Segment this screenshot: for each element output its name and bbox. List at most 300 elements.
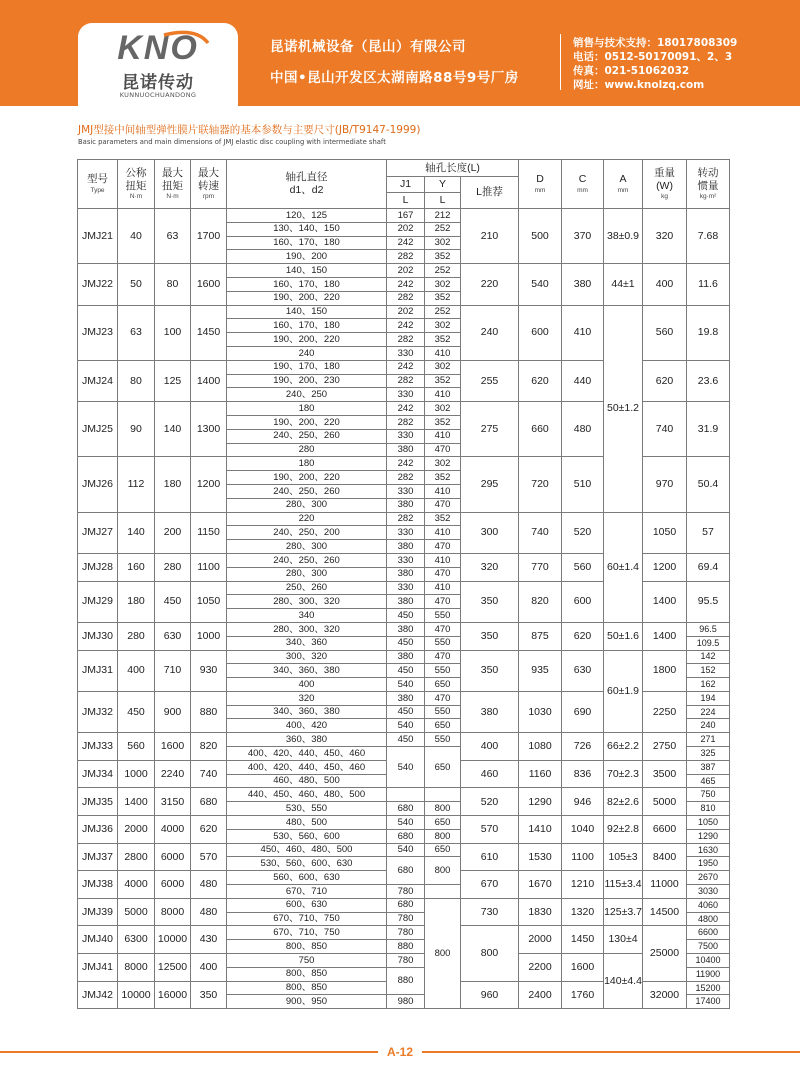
cell-weight: 11000 <box>643 871 687 899</box>
cell-model: JMJ23 <box>78 305 118 360</box>
cell-y: 410 <box>425 388 461 402</box>
table-row <box>78 305 730 319</box>
contact-label: 电话： <box>573 51 605 63</box>
cell-inertia: 3030 <box>687 885 730 899</box>
cell-inertia: 7.68 <box>687 209 730 264</box>
cell-inertia: 810 <box>687 802 730 816</box>
cell-model: JMJ24 <box>78 360 118 401</box>
cell-max-speed: 1300 <box>191 402 227 457</box>
cell-inertia: 96.5 <box>687 622 730 636</box>
cell-inertia: 387 <box>687 760 730 774</box>
cell-inertia: 15200 <box>687 981 730 995</box>
cell-l-recommended: 350 <box>461 650 519 691</box>
cell-y: 650 <box>425 678 461 692</box>
cell-model: JMJ30 <box>78 622 118 650</box>
cell-bore: 120、125 <box>227 209 387 223</box>
cell-torque: 8000 <box>118 954 155 982</box>
cell-a: 50±1.6 <box>604 622 643 650</box>
cell-weight: 400 <box>643 264 687 305</box>
cell-weight: 6600 <box>643 816 687 844</box>
cell-l-recommended: 730 <box>461 898 519 926</box>
table-row <box>78 843 730 857</box>
cell-l-recommended: 460 <box>461 760 519 788</box>
cell-max-speed: 350 <box>191 981 227 1009</box>
cell-a: 60±1.9 <box>604 650 643 733</box>
table-body <box>78 209 730 1009</box>
cell-inertia: 95.5 <box>687 581 730 622</box>
contact-line <box>573 35 737 50</box>
cell-inertia: 194 <box>687 691 730 705</box>
cell-d: 1830 <box>519 898 562 926</box>
cell-max-speed: 930 <box>191 650 227 691</box>
cell-weight: 1400 <box>643 622 687 650</box>
cell-weight: 2750 <box>643 733 687 761</box>
header-max-speed: 最大 转速 rpm <box>191 160 227 209</box>
cell-bore: 190、170、180 <box>227 360 387 374</box>
contact-label: 网址： <box>573 79 605 91</box>
cell-inertia: 11.6 <box>687 264 730 305</box>
cell-j1: 282 <box>387 471 425 485</box>
contact-line <box>573 63 689 78</box>
cell-l-recommended: 275 <box>461 402 519 457</box>
cell-model: JMJ28 <box>78 553 118 581</box>
cell-y: 470 <box>425 650 461 664</box>
cell-y: 550 <box>425 733 461 747</box>
cell-inertia: 69.4 <box>687 553 730 581</box>
cell-max-speed: 480 <box>191 871 227 899</box>
cell-j1: 780 <box>387 912 425 926</box>
cell-bore: 140、150 <box>227 264 387 278</box>
cell-bore: 900、950 <box>227 995 387 1009</box>
cell-y: 470 <box>425 498 461 512</box>
cell-j1: 330 <box>387 346 425 360</box>
cell-torque: 6300 <box>118 926 155 954</box>
cell-j1: 450 <box>387 664 425 678</box>
cell-torque: 10000 <box>118 981 155 1009</box>
cell-j1: 282 <box>387 512 425 526</box>
cell-max-torque: 10000 <box>155 926 191 954</box>
header-d: D mm <box>519 160 562 209</box>
cell-max-torque: 16000 <box>155 981 191 1009</box>
cell-max-speed: 570 <box>191 843 227 871</box>
cell-bore: 530、560、600、630 <box>227 857 387 871</box>
cell-torque: 40 <box>118 209 155 264</box>
cell-y: 470 <box>425 443 461 457</box>
cell-y: 470 <box>425 595 461 609</box>
table-row <box>78 650 730 664</box>
cell-c: 620 <box>562 622 604 650</box>
cell-l-recommended: 520 <box>461 788 519 816</box>
cell-weight: 5000 <box>643 788 687 816</box>
cell-j1: 202 <box>387 305 425 319</box>
header-max-torque: 最大 扭矩 N·m <box>155 160 191 209</box>
cell-l-recommended: 570 <box>461 816 519 844</box>
cell-bore: 670、710、750 <box>227 926 387 940</box>
cell-max-torque: 900 <box>155 691 191 732</box>
table-row <box>78 733 730 747</box>
cell-bore: 190、200、220 <box>227 471 387 485</box>
cell-j1: 380 <box>387 622 425 636</box>
cell-max-torque: 80 <box>155 264 191 305</box>
cell-y: 800 <box>425 829 461 843</box>
cell-j1: 380 <box>387 443 425 457</box>
header-bar <box>0 0 800 106</box>
cell-y: 352 <box>425 291 461 305</box>
cell-bore: 280、300 <box>227 567 387 581</box>
cell-bore: 340 <box>227 609 387 623</box>
cell-c: 480 <box>562 402 604 457</box>
cell-j1: 780 <box>387 926 425 940</box>
cell-d: 2000 <box>519 926 562 954</box>
cell-model: JMJ35 <box>78 788 118 816</box>
cell-max-speed: 680 <box>191 788 227 816</box>
cell-l-recommended: 210 <box>461 209 519 264</box>
header-l-y: L <box>425 193 461 209</box>
cell-l-recommended: 320 <box>461 553 519 581</box>
cell-y: 550 <box>425 636 461 650</box>
cell-bore: 280、300、320 <box>227 595 387 609</box>
cell-c: 1760 <box>562 981 604 1009</box>
cell-inertia: 750 <box>687 788 730 802</box>
cell-c: 630 <box>562 650 604 691</box>
cell-bore: 240 <box>227 346 387 360</box>
cell-torque: 560 <box>118 733 155 761</box>
cell-max-torque: 450 <box>155 581 191 622</box>
cell-bore: 130、140、150 <box>227 222 387 236</box>
cell-c: 1100 <box>562 843 604 871</box>
cell-max-speed: 1050 <box>191 581 227 622</box>
cell-inertia: 1290 <box>687 829 730 843</box>
cell-inertia: 7500 <box>687 940 730 954</box>
cell-j1: 780 <box>387 885 425 899</box>
cell-bore: 220 <box>227 512 387 526</box>
table-title-cn: JMJ型接中间轴型弹性膜片联轴器的基本参数与主要尺寸(JB/T9147-1999) <box>78 124 421 136</box>
table-header <box>78 160 730 209</box>
header-c: C mm <box>562 160 604 209</box>
cell-max-torque: 63 <box>155 209 191 264</box>
cell-y: 410 <box>425 484 461 498</box>
cell-bore: 400、420、440、450、460 <box>227 747 387 761</box>
cell-y: 650 <box>425 843 461 857</box>
cell-j1: 282 <box>387 250 425 264</box>
cell-max-torque: 6000 <box>155 843 191 871</box>
logo-mark <box>104 29 212 67</box>
cell-max-speed: 430 <box>191 926 227 954</box>
cell-bore: 240、250、200 <box>227 526 387 540</box>
cell-weight: 32000 <box>643 981 687 1009</box>
cell-max-torque: 180 <box>155 457 191 512</box>
cell-c: 560 <box>562 553 604 581</box>
cell-l-recommended: 295 <box>461 457 519 512</box>
cell-y: 212 <box>425 209 461 223</box>
cell-bore: 240、250、260 <box>227 484 387 498</box>
cell-l-recommended: 240 <box>461 305 519 360</box>
cell-weight: 2250 <box>643 691 687 732</box>
cell-a: 70±2.3 <box>604 760 643 788</box>
table-row <box>78 898 730 912</box>
header-j1: J1 <box>387 177 425 193</box>
cell-bore: 800、850 <box>227 981 387 995</box>
cell-d: 720 <box>519 457 562 512</box>
logo <box>78 23 238 106</box>
header-inertia: 转动 惯量 kg·m² <box>687 160 730 209</box>
cell-torque: 5000 <box>118 898 155 926</box>
cell-l-recommended: 610 <box>461 843 519 871</box>
cell-d: 740 <box>519 512 562 553</box>
cell-j1: 450 <box>387 705 425 719</box>
cell-y: 550 <box>425 609 461 623</box>
cell-j1: 680 <box>387 829 425 843</box>
cell-y: 352 <box>425 333 461 347</box>
cell-inertia: 224 <box>687 705 730 719</box>
cell-bore: 340、360、380 <box>227 664 387 678</box>
cell-bore: 530、550 <box>227 802 387 816</box>
cell-bore: 160、170、180 <box>227 277 387 291</box>
cell-torque: 63 <box>118 305 155 360</box>
table-row <box>78 954 730 968</box>
cell-j1: 282 <box>387 291 425 305</box>
cell-l-recommended: 670 <box>461 871 519 899</box>
cell-l-recommended: 350 <box>461 581 519 622</box>
cell-j1: 202 <box>387 222 425 236</box>
cell-j1: 680 <box>387 857 425 885</box>
cell-y: 470 <box>425 567 461 581</box>
header-bore: 轴孔直径 d1、d2 <box>227 160 387 209</box>
cell-model: JMJ40 <box>78 926 118 954</box>
cell-d: 1530 <box>519 843 562 871</box>
cell-j1: 282 <box>387 374 425 388</box>
cell-max-speed: 1100 <box>191 553 227 581</box>
cell-j1: 540 <box>387 747 425 788</box>
cell-y: 550 <box>425 664 461 678</box>
cell-bore: 800、850 <box>227 940 387 954</box>
cell-weight: 14500 <box>643 898 687 926</box>
cell-j1: 330 <box>387 581 425 595</box>
cell-y: 352 <box>425 250 461 264</box>
coupling-spec-table <box>77 159 730 1009</box>
cell-y: 800 <box>425 802 461 816</box>
cell-weight: 620 <box>643 360 687 401</box>
cell-a: 66±2.2 <box>604 733 643 761</box>
cell-weight: 1200 <box>643 553 687 581</box>
cell-model: JMJ32 <box>78 691 118 732</box>
cell-bore: 400 <box>227 678 387 692</box>
cell-bore: 340、360 <box>227 636 387 650</box>
cell-inertia: 6600 <box>687 926 730 940</box>
cell-bore: 280、300、320 <box>227 622 387 636</box>
cell-model: JMJ34 <box>78 760 118 788</box>
cell-d: 935 <box>519 650 562 691</box>
cell-max-speed: 880 <box>191 691 227 732</box>
cell-inertia: 465 <box>687 774 730 788</box>
cell-y: 352 <box>425 374 461 388</box>
cell-y: 352 <box>425 415 461 429</box>
cell-max-speed: 1450 <box>191 305 227 360</box>
cell-inertia: 240 <box>687 719 730 733</box>
cell-j1: 450 <box>387 733 425 747</box>
cell-d: 600 <box>519 305 562 360</box>
cell-y: 352 <box>425 471 461 485</box>
cell-y: 302 <box>425 236 461 250</box>
table-row <box>78 788 730 802</box>
cell-y: 650 <box>425 719 461 733</box>
cell-y: 302 <box>425 277 461 291</box>
cell-j1 <box>387 788 425 802</box>
logo-mark-text: KNO <box>117 29 199 67</box>
cell-d: 1290 <box>519 788 562 816</box>
cell-torque: 1000 <box>118 760 155 788</box>
cell-max-speed: 1200 <box>191 457 227 512</box>
cell-bore: 280、300 <box>227 498 387 512</box>
cell-bore: 140、150 <box>227 305 387 319</box>
header-l-recommended: L推荐 <box>461 177 519 209</box>
cell-inertia: 152 <box>687 664 730 678</box>
cell-c: 1450 <box>562 926 604 954</box>
cell-l-recommended: 300 <box>461 512 519 553</box>
cell-inertia: 17400 <box>687 995 730 1009</box>
cell-bore: 600、630 <box>227 898 387 912</box>
cell-model: JMJ29 <box>78 581 118 622</box>
cell-a: 44±1 <box>604 264 643 305</box>
cell-bore: 180 <box>227 402 387 416</box>
cell-j1: 167 <box>387 209 425 223</box>
cell-y: 800 <box>425 857 461 885</box>
cell-inertia: 142 <box>687 650 730 664</box>
cell-j1: 380 <box>387 595 425 609</box>
header-divider <box>560 34 561 90</box>
cell-c: 1600 <box>562 954 604 982</box>
cell-j1: 202 <box>387 264 425 278</box>
header-weight: 重量 (W) kg <box>643 160 687 209</box>
cell-torque: 140 <box>118 512 155 553</box>
cell-j1: 540 <box>387 719 425 733</box>
cell-y: 650 <box>425 816 461 830</box>
cell-j1: 380 <box>387 691 425 705</box>
cell-d: 2200 <box>519 954 562 982</box>
cell-bore: 190、200 <box>227 250 387 264</box>
cell-torque: 2800 <box>118 843 155 871</box>
cell-j1: 242 <box>387 402 425 416</box>
cell-j1: 242 <box>387 360 425 374</box>
cell-inertia: 57 <box>687 512 730 553</box>
cell-inertia: 1950 <box>687 857 730 871</box>
cell-torque: 1400 <box>118 788 155 816</box>
header-y: Y <box>425 177 461 193</box>
cell-y: 302 <box>425 360 461 374</box>
cell-y: 252 <box>425 305 461 319</box>
table-row <box>78 264 730 278</box>
cell-a: 82±2.6 <box>604 788 643 816</box>
cell-weight: 1400 <box>643 581 687 622</box>
cell-bore: 360、380 <box>227 733 387 747</box>
cell-max-torque: 6000 <box>155 871 191 899</box>
cell-max-speed: 1150 <box>191 512 227 553</box>
cell-j1: 330 <box>387 526 425 540</box>
cell-model: JMJ39 <box>78 898 118 926</box>
contact-value: 021-51062032 <box>604 65 690 77</box>
company-name: 昆诺机械设备（昆山）有限公司 <box>270 39 466 55</box>
cell-inertia: 109.5 <box>687 636 730 650</box>
cell-y: 410 <box>425 526 461 540</box>
cell-torque: 2000 <box>118 816 155 844</box>
cell-max-speed: 400 <box>191 954 227 982</box>
cell-max-torque: 3150 <box>155 788 191 816</box>
cell-c: 380 <box>562 264 604 305</box>
cell-j1: 330 <box>387 429 425 443</box>
cell-torque: 50 <box>118 264 155 305</box>
cell-model: JMJ22 <box>78 264 118 305</box>
cell-weight: 3500 <box>643 760 687 788</box>
cell-bore: 440、450、460、480、500 <box>227 788 387 802</box>
cell-j1: 282 <box>387 415 425 429</box>
cell-inertia: 1630 <box>687 843 730 857</box>
cell-d: 820 <box>519 581 562 622</box>
cell-l-recommended: 350 <box>461 622 519 650</box>
header-model: 型号 Type <box>78 160 118 209</box>
cell-torque: 4000 <box>118 871 155 899</box>
cell-j1: 980 <box>387 995 425 1009</box>
header-torque: 公称 扭矩 N·m <box>118 160 155 209</box>
cell-j1: 780 <box>387 954 425 968</box>
contact-line <box>573 77 704 92</box>
cell-d: 770 <box>519 553 562 581</box>
cell-c: 836 <box>562 760 604 788</box>
cell-bore: 400、420 <box>227 719 387 733</box>
cell-max-speed: 1600 <box>191 264 227 305</box>
cell-y: 352 <box>425 512 461 526</box>
cell-c: 600 <box>562 581 604 622</box>
cell-bore: 450、460、480、500 <box>227 843 387 857</box>
cell-bore: 160、170、180 <box>227 236 387 250</box>
cell-j1: 380 <box>387 498 425 512</box>
cell-j1: 330 <box>387 553 425 567</box>
cell-weight: 320 <box>643 209 687 264</box>
contact-line <box>573 49 732 64</box>
cell-d: 1030 <box>519 691 562 732</box>
cell-y: 550 <box>425 705 461 719</box>
cell-d: 1080 <box>519 733 562 761</box>
cell-c: 946 <box>562 788 604 816</box>
cell-max-torque: 1600 <box>155 733 191 761</box>
cell-j1: 330 <box>387 388 425 402</box>
cell-a: 92±2.8 <box>604 816 643 844</box>
cell-weight: 1800 <box>643 650 687 691</box>
cell-y <box>425 788 461 802</box>
contact-value: 0512-50170091、2、3 <box>604 51 733 63</box>
cell-l-recommended: 960 <box>461 981 519 1009</box>
cell-bore: 280、300 <box>227 540 387 554</box>
cell-a: 50±1.2 <box>604 305 643 512</box>
table-row <box>78 816 730 830</box>
cell-weight: 1050 <box>643 512 687 553</box>
cell-bore: 190、200、220 <box>227 415 387 429</box>
cell-max-speed: 1000 <box>191 622 227 650</box>
cell-a: 125±3.7 <box>604 898 643 926</box>
table-row <box>78 209 730 223</box>
cell-max-speed: 740 <box>191 760 227 788</box>
cell-c: 1040 <box>562 816 604 844</box>
cell-y: 302 <box>425 319 461 333</box>
cell-bore: 560、600、630 <box>227 871 387 885</box>
cell-a: 60±1.4 <box>604 512 643 622</box>
cell-j1: 282 <box>387 333 425 347</box>
cell-a: 140±4.4 <box>604 954 643 1009</box>
cell-bore: 340、360、380 <box>227 705 387 719</box>
cell-j1: 380 <box>387 567 425 581</box>
cell-max-torque: 100 <box>155 305 191 360</box>
cell-bore: 300、320 <box>227 650 387 664</box>
cell-j1: 242 <box>387 319 425 333</box>
